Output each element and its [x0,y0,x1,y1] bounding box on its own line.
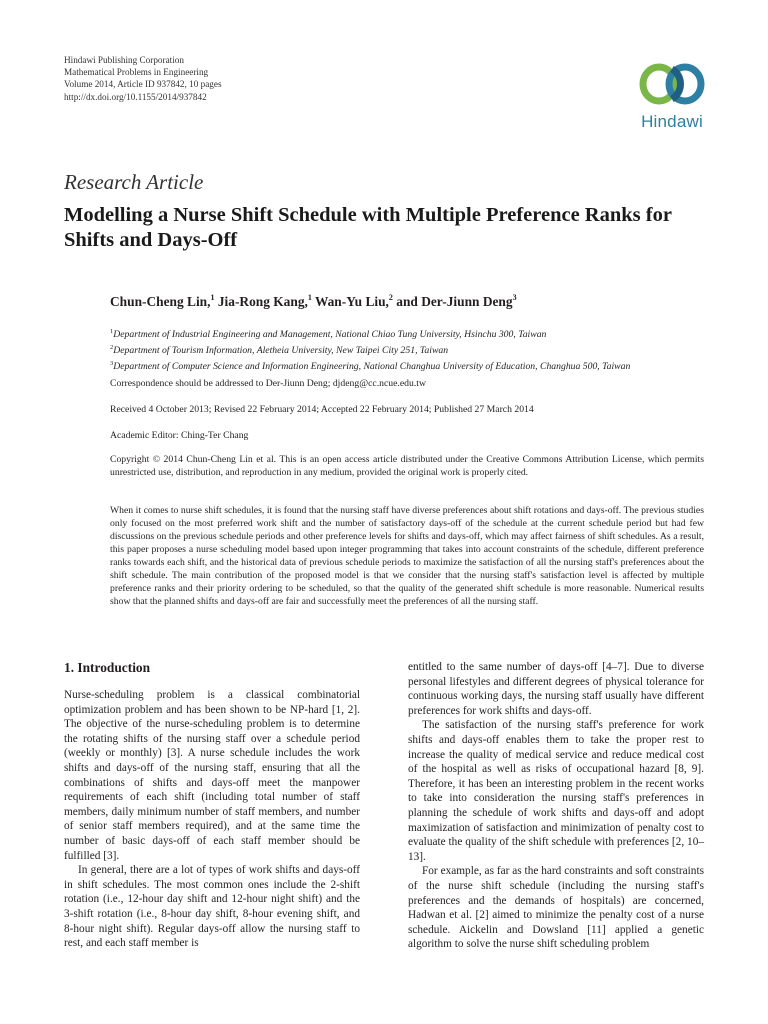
body-paragraph: entitled to the same number of days-off [4–7]. Due to diverse personal lifestyles and different degrees of physical tolerance for continuous working days, the nursing staff usually have different preferences for work shifts and days-off. [408,661,704,717]
affiliation-item [110,357,630,373]
right-column [408,660,704,952]
author-affiliation-mark: 1 [307,293,312,302]
author-affiliation-mark: 1 [210,293,215,302]
affiliation-number: 1 [110,328,114,335]
body-paragraph: The satisfaction of the nursing staff's preference for work shifts and days-off enables them to take the proper rest to increase the quality of medical service and reduce medical cost of the hospital as well as risks of occupational hazard [8, 9]. Therefore, it has been an interesting problem in the recent works to take into consideration the nursing staff's preferences in planning the schedule of work shifts and days-off and adopt maximization of satisfaction and minimization of penalty cost to evaluate the quality of the shift schedule with preferences [2, 10–13]. [408,719,704,863]
author-name: and Der-Jiunn Deng [392,294,513,309]
left-column [64,660,360,951]
correspondence-line: Correspondence should be addressed to Der-Jiunn Deng; djdeng@cc.ncue.edu.tw [110,378,426,389]
section-heading: 1. Introduction [64,660,151,675]
volume-info: Volume 2014, Article ID 937842, 10 pages [64,79,222,90]
article-type: Research Article [64,170,204,194]
body-paragraph: Nurse-scheduling problem is a classical combinatorial optimization problem and has been shown to be NP-hard [1, 2]. The objective of the nurse-scheduling problem is to determine the rotating shifts of the nursing staff over a schedule period (weekly or monthly) [3]. A nurse schedule includes the work shifts and days-off of the nursing staff, ensuring that all the combinations of shifts and days-off meet the manpower requirements of each shift (including total number of staff members, daily minimum number of staff members, and number of senior staff members required), and at the same time the number of basic days-off of each staff member should be fulfilled [3]. [64,689,360,862]
affiliation-list [110,325,630,374]
affiliation-text: Department of Tourism Information, Aletheia University, New Taipei City 251, Taiwan [113,345,449,357]
academic-editor-line: Academic Editor: Ching-Ter Chang [110,430,249,441]
dates-line: Received 4 October 2013; Revised 22 February 2014; Accepted 22 February 2014; Published 27 March 2014 [110,404,534,415]
body-paragraph: In general, there are a lot of types of work shifts and days-off in shift schedules. The most common ones include the 2-shift rotation (i.e., 12-hour day shift and 12-hour night shift) and the 3-shift rotation (i.e., 8-hour day shift, 8-hour evening shift, and 8-hour night shift). Regular days-off allow the nursing staff to rest, and each staff member is [64,864,360,950]
body-paragraph: For example, as far as the hard constraints and soft constraints of the nurse shift schedule (including the nursing staff's preferences and the demands of hospitals) are concerned, Hadwan et al. [2] aimed to minimize the penalty cost of a nurse schedule. Aickelin and Dowsland [11] applied a genetic algorithm to solve the nurse shift scheduling problem [408,865,704,951]
doi-link[interactable]: http://dx.doi.org/10.1155/2014/937842 [64,91,207,102]
author-list [110,293,517,310]
affiliation-text: Department of Industrial Engineering and Management, National Chiao Tung University, Hsinchu 300, Taiwan [113,329,547,340]
logo-text: Hindawi [641,112,703,131]
affiliation-item [110,325,630,341]
author-name: Chun-Cheng Lin, [110,294,211,309]
journal-header [64,54,222,103]
author-name: Jia-Rong Kang, [214,294,308,309]
author-affiliation-mark: 3 [512,293,517,302]
author-name: Wan-Yu Liu, [311,294,389,309]
journal-name: Mathematical Problems in Engineering [64,67,209,78]
paper-title: Modelling a Nurse Shift Schedule with Multiple Preference Ranks for Shifts and Days-Off [64,204,672,251]
copyright-notice: Copyright © 2014 Chun-Cheng Lin et al. This is an open access article distributed under the Creative Commons Attribution License, which permits unrestricted use, distribution, and reproduction in any medium, provided the original work is properly cited. [110,454,704,478]
affiliation-item [110,341,630,357]
abstract-text: When it comes to nurse shift schedules, it is found that the nursing staff have diverse preferences about shift rotations and days-off. The previous studies only focused on the most preferred work shift and the number of satisfactory days-off of the schedule at the current schedule period but had few discussions on the previous schedule periods and other preference levels for shifts and days-off, which may affect fairness of shift schedules. As a result, this paper proposes a nurse scheduling model based upon integer programming that takes into account constraints of the schedule, different preference ranks towards each shift, and the historical data of previous schedule periods to maximize the satisfaction of all the nursing staff's preferences about the shift schedule. The main contribution of the proposed model is that we consider that the nursing staff's satisfaction level is affected by multiple preference ranks and their priority ordering to be scheduled, so that the quality of the generated shift schedule is more reasonable. Numerical results show that the planned shifts and days-off are fair and successfully meet the preferences of all the nursing staff. [110,505,704,607]
affiliation-number: 2 [110,344,114,352]
author-affiliation-mark: 2 [388,293,393,302]
publisher-name: Hindawi Publishing Corporation [64,55,184,65]
affiliation-text: Department of Computer Science and Information Engineering, National Changhua University of Education, Changhua 500, Taiwan [113,361,631,373]
affiliation-number: 3 [110,360,114,368]
